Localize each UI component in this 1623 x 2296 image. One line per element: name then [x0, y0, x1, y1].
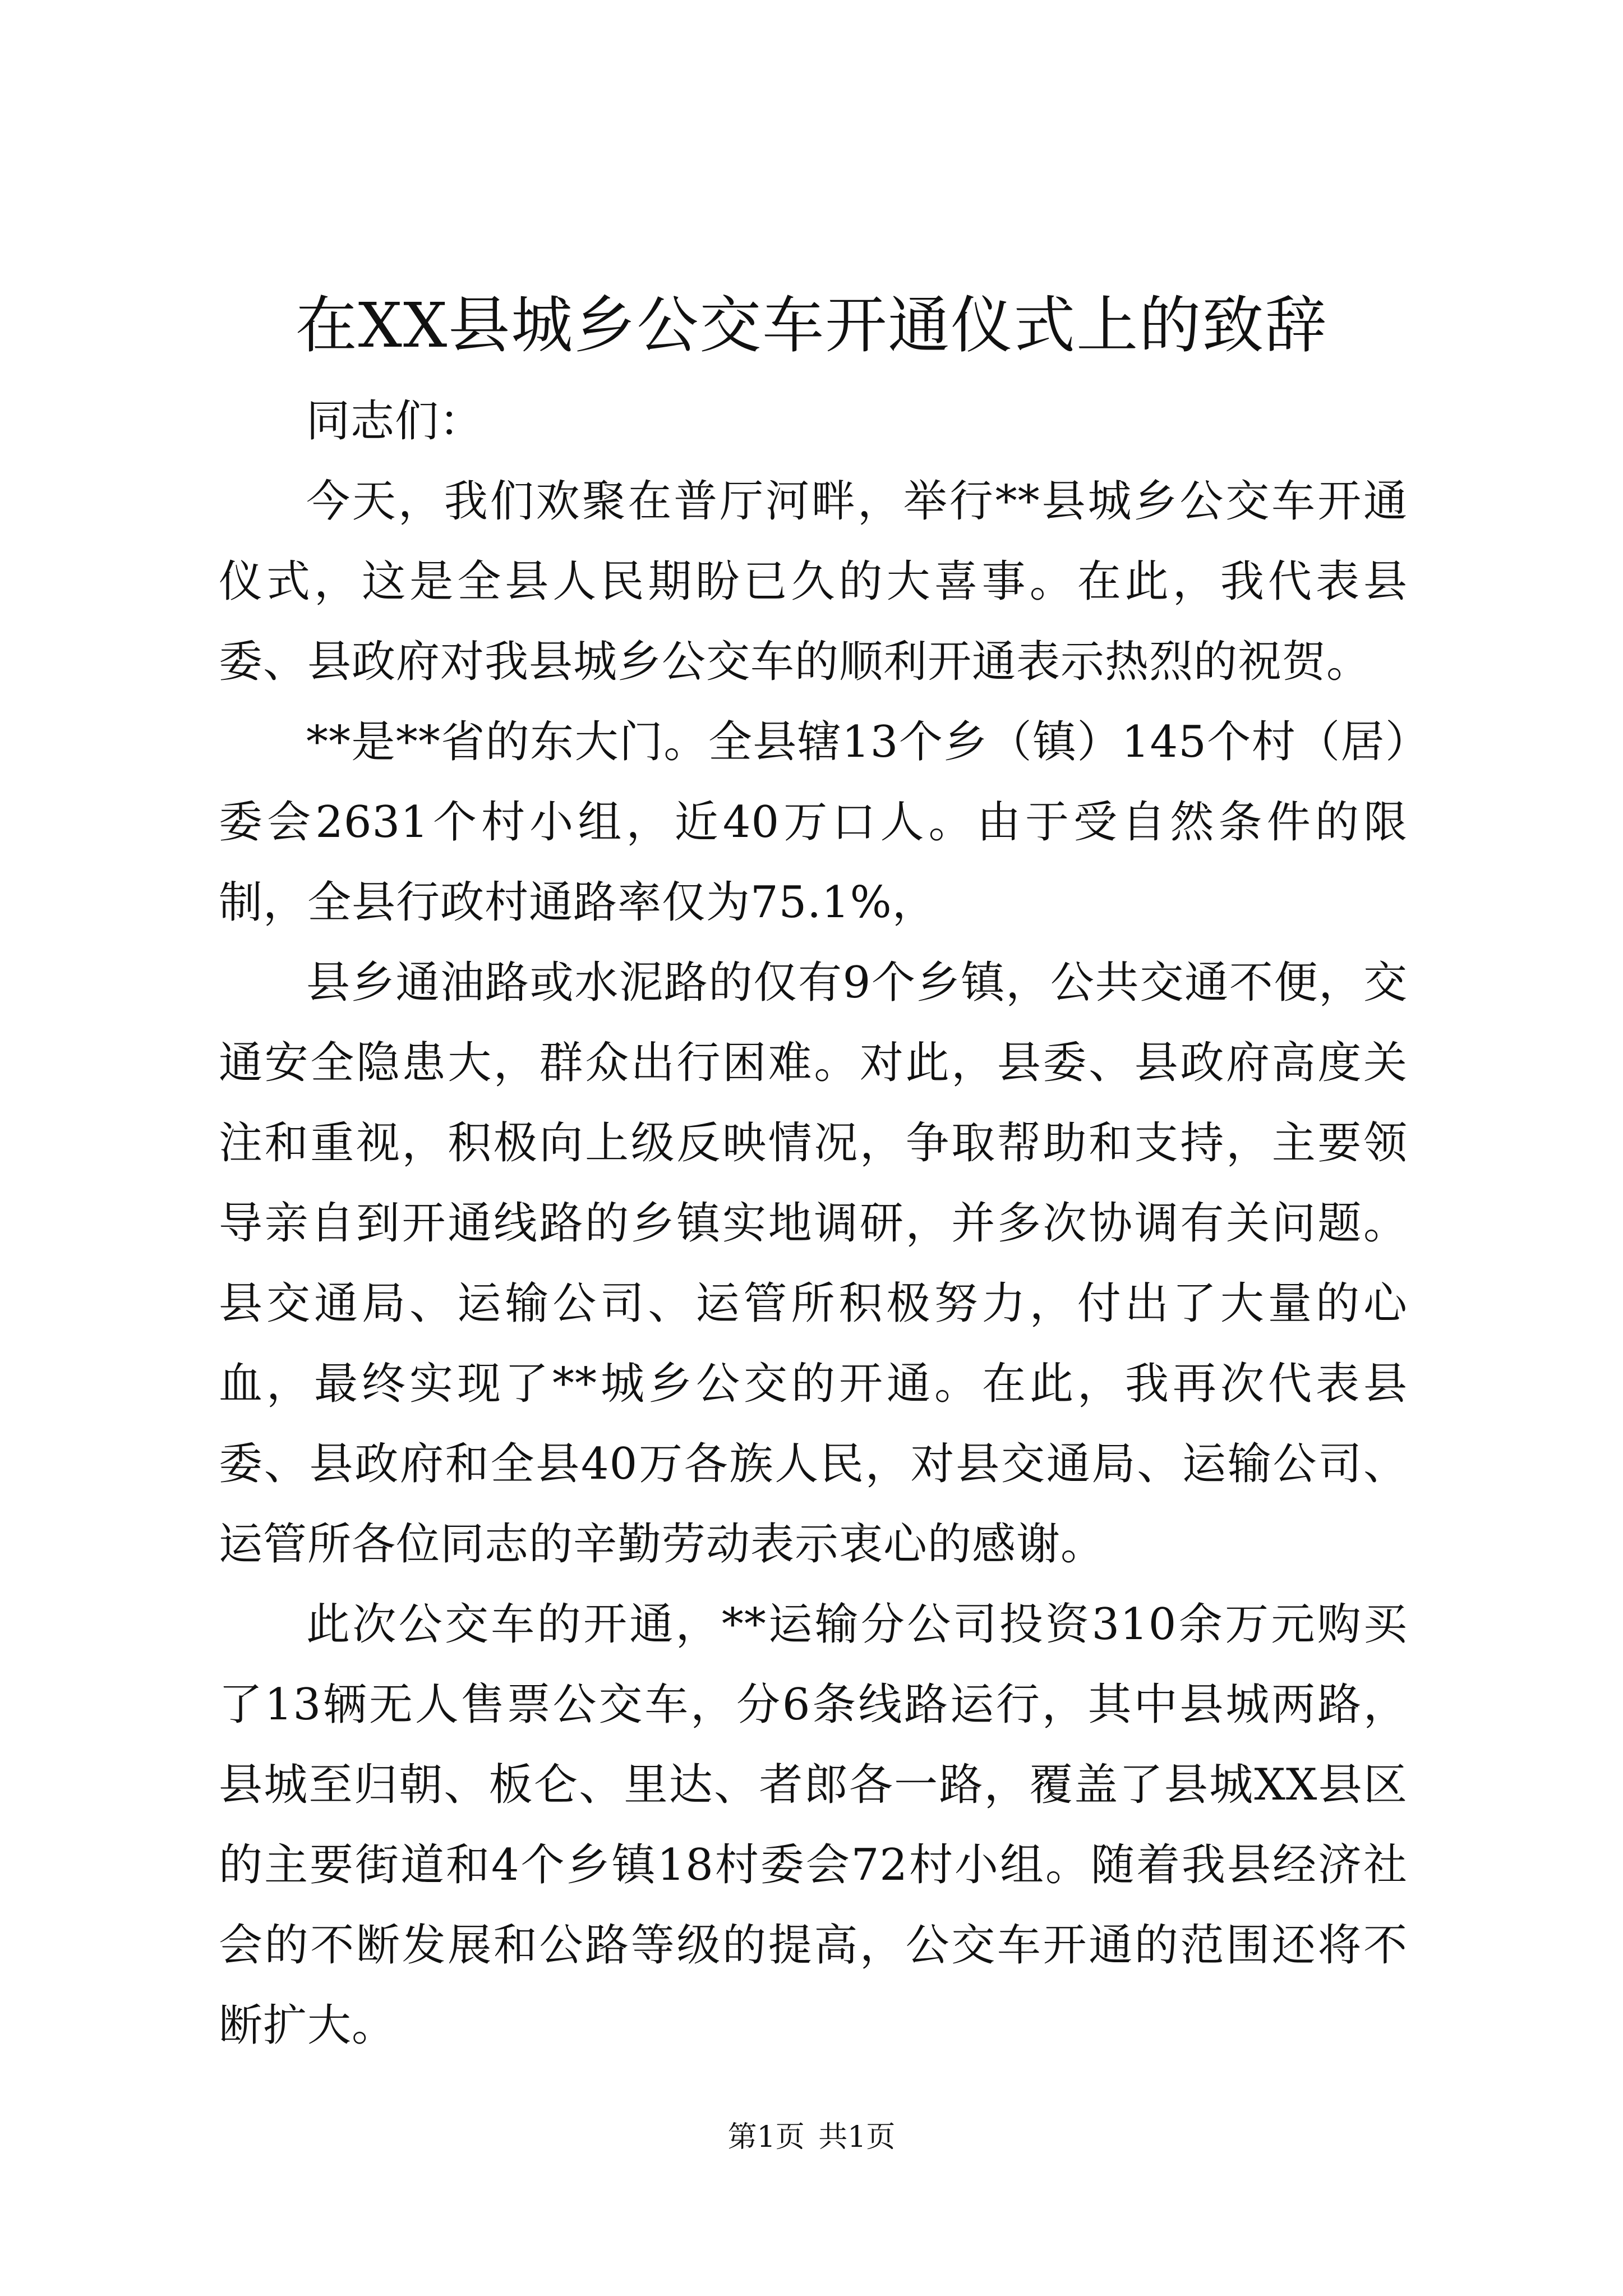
paragraph: 县乡通油路或水泥路的仅有9个乡镇，公共交通不便，交通安全隐患大，群众出行困难。对此，县委、县政府高度关注和重视，积极向上级反映情况，争取帮助和支持，主要领导亲自到开通线路的乡镇实地调研，并多次协调有关问题。县交通局、运输公司、运管所积极努力，付出了大量的心血，最终实现了**城乡公交的开通。在此，我再次代表县委、县政府和全县40万各族人民，对县交通局、运输公司、运管所各位同志的辛勤劳动表示衷心的感谢。: [219, 958, 1408, 1570]
paragraph: 此次公交车的开通，**运输分公司投资310余万元购买了13辆无人售票公交车，分6条线路运行，其中县城两路，县城至归朝、板仑、里达、者郎各一路，覆盖了县城XX县区的主要街道和4个乡镇18村委会72村小组。随着我县经济社会的不断发展和公路等级的提高，公交车开通的范围还将不断扩大。: [219, 1599, 1408, 2051]
page-number: 第1页: [727, 2120, 805, 2154]
page-footer: [0, 2115, 1623, 2160]
document-body: [219, 381, 1408, 2066]
paragraph: 今天，我们欢聚在普厅河畔，举行**县城乡公交车开通仪式，这是全县人民期盼已久的大喜事。在此，我代表县委、县政府对我县城乡公交车的顺利开通表示热烈的祝贺。: [219, 476, 1408, 687]
page-total: 共1页: [818, 2120, 896, 2154]
paragraph: **是**省的东大门。全县辖13个乡（镇）145个村（居）委会2631个村小组，近40万口人。由于受自然条件的限制，全县行政村通路率仅为75.1%，: [219, 717, 1408, 928]
document-title: 在XX县城乡公交车开通仪式上的致辞: [295, 289, 1328, 361]
salutation: 同志们：: [306, 396, 484, 447]
